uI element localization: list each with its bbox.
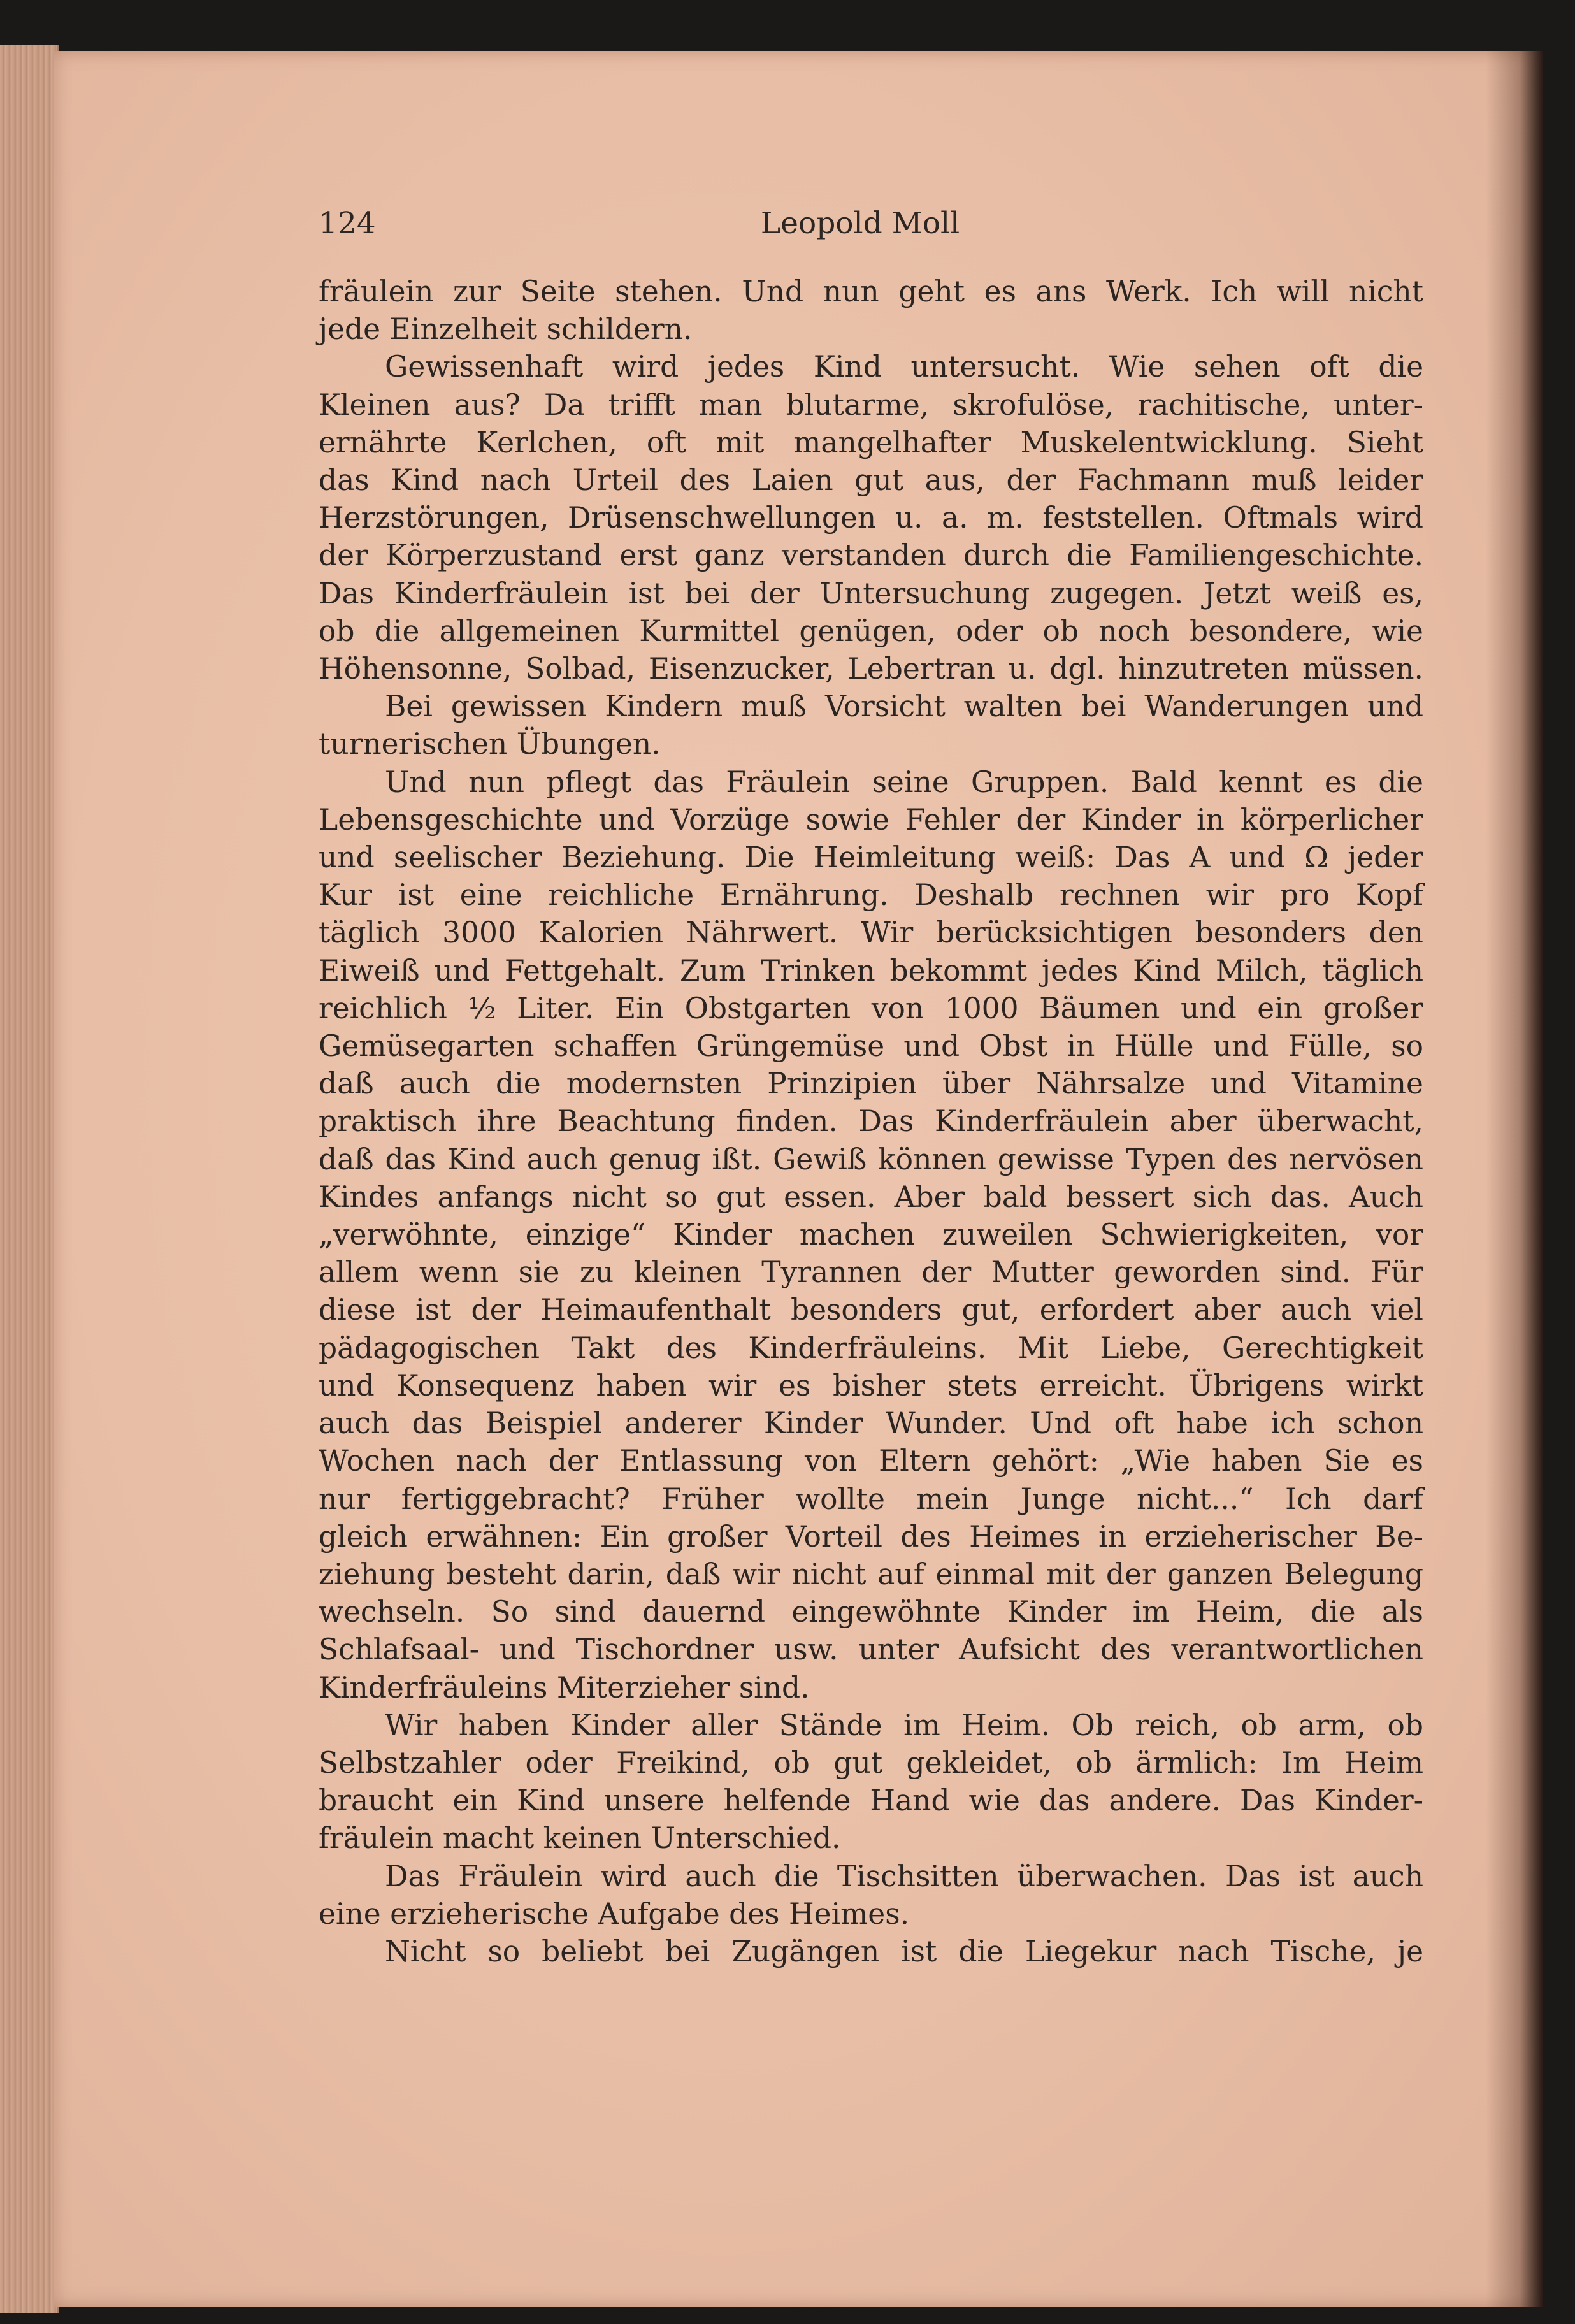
text-line: daß auch die modernsten Prinzipien über Nährsalze und Vitamine (319, 1067, 1423, 1101)
text-line: Wir haben Kinder aller Stände im Heim. Ob reich, ob arm, ob (385, 1708, 1423, 1742)
text-line: Bei gewissen Kindern muß Vorsicht walten bei Wanderungen und (385, 689, 1423, 724)
text-line: diese ist der Heimaufenthalt besonders gut, erfordert aber auch viel (319, 1293, 1423, 1327)
text-line: Eiweiß und Fettgehalt. Zum Trinken bekommt jedes Kind Milch, täglich (319, 953, 1423, 988)
text-line: allem wenn sie zu kleinen Tyrannen der Mutter geworden sind. Für (319, 1255, 1423, 1290)
text-line: daß das Kind auch genug ißt. Gewiß können gewisse Typen des nervösen (319, 1142, 1423, 1176)
text-line: nur fertiggebracht? Früher wollte mein Junge nicht...“ Ich darf (319, 1482, 1423, 1516)
text-line: wechseln. So sind dauernd eingewöhnte Kinder im Heim, die als (319, 1595, 1423, 1629)
text-line: Höhensonne, Solbad, Eisenzucker, Lebertran u. dgl. hinzutreten müssen. (319, 652, 1423, 686)
text-line: Herzstörungen, Drüsenschwellungen u. a. m. feststellen. Oftmals wird (319, 501, 1423, 535)
text-line: Kinderfräuleins Miterzieher sind. (319, 1670, 810, 1705)
text-line: Schlafsaal- und Tischordner usw. unter Aufsicht des verantwortlichen (319, 1633, 1423, 1667)
text-line: Kur ist eine reichliche Ernährung. Deshalb rechnen wir pro Kopf (319, 878, 1423, 913)
text-line: Das Fräulein wird auch die Tischsitten überwachen. Das ist auch (385, 1859, 1423, 1893)
text-line: fräulein zur Seite stehen. Und nun geht es ans Werk. Ich will nicht (319, 275, 1423, 308)
text-line: turnerischen Übungen. (319, 727, 661, 761)
text-line: jede Einzelheit schildern. (319, 312, 693, 347)
page-header (261, 145, 1459, 241)
text-line: ziehung besteht darin, daß wir nicht auf einmal mit der ganzen Belegung (319, 1557, 1423, 1591)
text-line: Nicht so beliebt bei Zugängen ist die Liegekur nach Tische, je (385, 1934, 1423, 1968)
text-line: und Konsequenz haben wir es bisher stets erreicht. Übrigens wirkt (319, 1368, 1423, 1403)
text-line: pädagogischen Takt des Kinderfräuleins. Mit Liebe, Gerechtigkeit (319, 1331, 1423, 1365)
text-line: und seelischer Beziehung. Die Heimleitung weiß: Das A und Ω jeder (319, 841, 1423, 875)
text-line: auch das Beispiel anderer Kinder Wunder. Und oft habe ich schon (319, 1406, 1423, 1441)
body-text (319, 273, 1423, 1970)
text-line: ernährte Kerlchen, oft mit mangelhafter Muskelentwicklung. Sieht (319, 425, 1423, 459)
text-line: ob die allgemeinen Kurmittel genügen, oder ob noch besondere, wie (319, 614, 1423, 648)
text-line: das Kind nach Urteil des Laien gut aus, der Fachmann muß leider (319, 463, 1423, 498)
text-line: eine erzieherische Aufgabe des Heimes. (319, 1896, 910, 1931)
text-line: reichlich ½ Liter. Ein Obstgarten von 1000 Bäumen und ein großer (319, 991, 1423, 1025)
page-edges (0, 45, 59, 2313)
text-line: Kleinen aus? Da trifft man blutarme, skrofulöse, rachitische, unter- (319, 387, 1423, 422)
text-line: Gewissenhaft wird jedes Kind untersucht. Wie sehen oft die (385, 350, 1423, 384)
text-line: gleich erwähnen: Ein großer Vorteil des Heimes in erzieherischer Be- (319, 1519, 1423, 1554)
text-line: braucht ein Kind unsere helfende Hand wie das andere. Das Kinder- (319, 1784, 1423, 1818)
text-line: Wochen nach der Entlassung von Eltern gehört: „Wie haben Sie es (319, 1444, 1423, 1478)
spine-shadow (1486, 51, 1543, 2307)
text-line: Gemüsegarten schaffen Grüngemüse und Obst in Hülle und Fülle, so (319, 1029, 1423, 1064)
text-line: Und nun pflegt das Fräulein seine Gruppen. Bald kennt es die (385, 765, 1423, 799)
page-number: 124 (319, 206, 376, 241)
text-line: praktisch ihre Beachtung finden. Das Kinderfräulein aber überwacht, (319, 1104, 1423, 1139)
text-line: „verwöhnte, einzige“ Kinder machen zuweilen Schwierigkeiten, vor (319, 1218, 1423, 1252)
text-line: Selbstzahler oder Freikind, ob gut gekleidet, ob ärmlich: Im Heim (319, 1745, 1423, 1780)
text-line: täglich 3000 Kalorien Nährwert. Wir berücksichtigen besonders den (319, 916, 1423, 950)
text-line: fräulein macht keinen Unterschied. (319, 1821, 841, 1856)
text-line: Das Kinderfräulein ist bei der Untersuchung zugegen. Jetzt weiß es, (319, 576, 1423, 610)
text-line: der Körperzustand erst ganz verstanden durch die Familiengeschichte. (319, 538, 1423, 573)
running-head: Leopold Moll (760, 206, 960, 241)
text-line: Lebensgeschichte und Vorzüge sowie Fehler der Kinder in körperlicher (319, 802, 1423, 837)
text-line: Kindes anfangs nicht so gut essen. Aber bald bessert sich das. Auch (319, 1180, 1423, 1214)
